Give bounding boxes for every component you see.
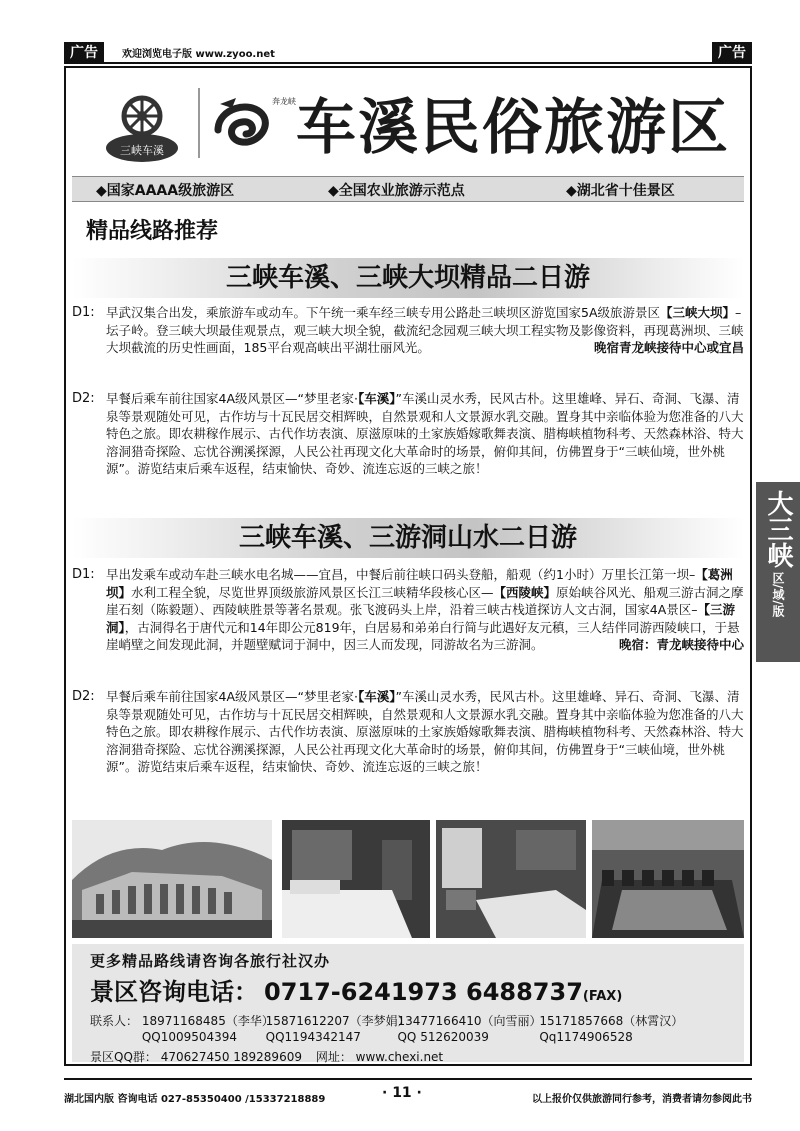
route-title-1: 三峡车溪、三峡大坝精品二日游 [72, 258, 744, 298]
website-link[interactable]: www.chexi.net [355, 1050, 444, 1064]
route1-day1 [72, 304, 744, 357]
side-tab-title: 大三峡 [763, 490, 793, 568]
contacts-label: 联系人： [90, 1014, 139, 1028]
section-heading: 精品线路推荐 [86, 219, 219, 244]
route-title-2: 三峡车溪、三游洞山水二日游 [72, 518, 744, 558]
top-rule [64, 62, 752, 64]
banner-item-top10: ◆湖北省十佳景区 [566, 183, 675, 199]
main-title: 车溪民俗旅游区 [296, 93, 730, 163]
contact-phone[interactable]: 18971168485（李华） [141, 1014, 274, 1028]
contact-qq: QQ1009504394 [141, 1030, 238, 1044]
banner-item-aaaa: ◆国家AAAA级旅游区 [96, 183, 235, 199]
dragon-logo-icon [210, 90, 296, 160]
hotel-exterior-photo [72, 820, 272, 938]
contact-phone[interactable]: 13477166410（向雪丽） [397, 1014, 542, 1028]
hotline-number[interactable]: 0717-6241973 6488737 [264, 978, 583, 1006]
contact-qq: QQ 512620039 [397, 1030, 489, 1044]
contact-phone[interactable]: 15171857668（林霄汉） [539, 1014, 684, 1028]
logo2-text: 奔龙峡 [272, 97, 296, 106]
header [86, 78, 734, 174]
day-text: 早武汉集合出发，乘旅游车或动车。下午统一乘车经三峡专用公路赴三峡坝区游览国家5A级旅游景区【三峡大坝】–坛子岭。登三峡大坝最佳观景点，观三峡大坝全貌，截流纪念园观三峡大坝工程实物及影像资料，再现葛洲坝、三峡大坝截流的历史性画面，185平台观高峡出平湖壮丽风光。 晚宿青龙峡接待中心或宜昌 [106, 305, 744, 355]
meeting-room-photo [592, 820, 744, 938]
day-label: D1: [72, 305, 95, 320]
contacts-people [90, 1012, 683, 1029]
group-label: 景区QQ群： [90, 1050, 157, 1064]
contacts-qq [90, 1030, 633, 1044]
stay-note: 晚宿青龙峡接待中心或宜昌 [593, 340, 744, 355]
ad-tag-left: 广告 [64, 42, 104, 64]
banner-item-agri: ◆全国农业旅游示范点 [328, 183, 465, 199]
day-label: D1: [72, 567, 95, 582]
top-bar [64, 42, 752, 64]
hotel-room-photo [282, 820, 430, 938]
side-tab-subtitle: 区/域/版 [771, 572, 785, 617]
side-tab [756, 482, 800, 662]
contact-box [72, 944, 744, 1062]
web-label: 网址： [315, 1050, 352, 1064]
route2-day2 [72, 688, 744, 776]
footer-edition: 湖北国内版 咨询电话 027-85350400 /15337218889 [64, 1094, 326, 1105]
day-label: D2: [72, 391, 95, 406]
day-text: 早出发乘车或动车赴三峡水电名城——宜昌，中餐后前往峡口码头登船，船观（约1小时）万里长江第一坝–【葛洲坝】水利工程全貌，尽览世界顶级旅游风景区长江三峡精华段核心区—【西陵峡】原始峡谷风光、船观三游古洞之摩崖石刻（陈毅题）、西陵峡胜景等著名景观。张飞渡码头上岸，沿着三峡古栈道探访人文古洞，国家4A景区–【三游洞】，古洞得名于唐代元和14年即公元819年，白居易和弟弟白行简与此遇好友元稹，三人结伴同游西陵峡口，于悬崖峭壁之间发现此洞，并题壁赋词于洞中，因三人而发现，同游故名为三游洞。 晚宿：青龙峡接待中心 [106, 567, 744, 652]
day-text: 早餐后乘车前往国家4A级风景区—“梦里老家·【车溪】”车溪山灵水秀，民风古朴。这里雄峰、异石、奇洞、飞瀑、清泉等景观随处可见，古作坊与十瓦民居交相辉映，自然景观和人文景源水乳交融。置身其中亲临体验为您准备的八大特色之旅。即农耕稼作展示、古代作坊表演、原滋原味的土家族婚嫁歌舞表演、腊梅峡植物科考、天然森林浴、特大溶洞猎奇探险、忘忧谷溯溪探源，人民公社再现文化大革命时的场景，俯仰其间，仿佛置身于“三峡仙境，世外桃源”。游览结束后乘车返程，结束愉快、奇妙、流连忘返的三峡之旅！ [106, 391, 744, 476]
twin-room-photo [436, 820, 586, 938]
route2-day1 [72, 566, 744, 654]
ad-frame [64, 66, 752, 1066]
day-text: 早餐后乘车前往国家4A级风景区—“梦里老家·【车溪】”车溪山灵水秀，民风古朴。这里雄峰、异石、奇洞、飞瀑、清泉等景观随处可见，古作坊与十瓦民居交相辉映，自然景观和人文景源水乳交融。置身其中亲临体验为您准备的八大特色之旅。即农耕稼作展示、古代作坊表演、原滋原味的土家族婚嫁歌舞表演、腊梅峡植物科考、天然森林浴、特大溶洞猎奇探险、忘忧谷溯溪探源，人民公社再现文化大革命时的场景，俯仰其间，仿佛置身于“三峡仙境，世外桃源”。游览结束后乘车返程，结束愉快、奇妙、流连忘返的三峡之旅！ [106, 689, 744, 774]
day-label: D2: [72, 689, 95, 704]
route1-day2 [72, 390, 744, 478]
top-url-text[interactable]: 欢迎浏览电子版 www.zyoo.net [122, 49, 275, 60]
group-numbers: 470627450 189289609 [160, 1050, 302, 1064]
honor-banner [72, 176, 744, 202]
logo-divider [198, 88, 200, 158]
logo-text: 三峡车溪 [120, 144, 164, 157]
ad-tag-right: 广告 [712, 42, 752, 64]
chexi-logo-icon [102, 86, 182, 166]
group-and-web [90, 1048, 443, 1065]
footer [64, 1078, 752, 1108]
more-routes-note: 更多精品路线请咨询各旅行社汉办 [90, 952, 331, 970]
photo-strip [72, 820, 744, 938]
hotline [90, 972, 622, 1007]
stay-note: 晚宿：青龙峡接待中心 [618, 637, 744, 652]
contact-qq: QQ1194342147 [265, 1030, 361, 1044]
contact-phone[interactable]: 15871612207（李梦娟） [265, 1014, 410, 1028]
contact-qq: Qq1174906528 [539, 1030, 633, 1044]
page-number: · 11 · [382, 1085, 422, 1101]
hotline-label: 景区咨询电话： [90, 978, 258, 1006]
footer-disclaimer: 以上报价仅供旅游同行参考，消费者请勿参阅此书 [532, 1094, 752, 1105]
fax-label: (FAX) [582, 989, 623, 1004]
